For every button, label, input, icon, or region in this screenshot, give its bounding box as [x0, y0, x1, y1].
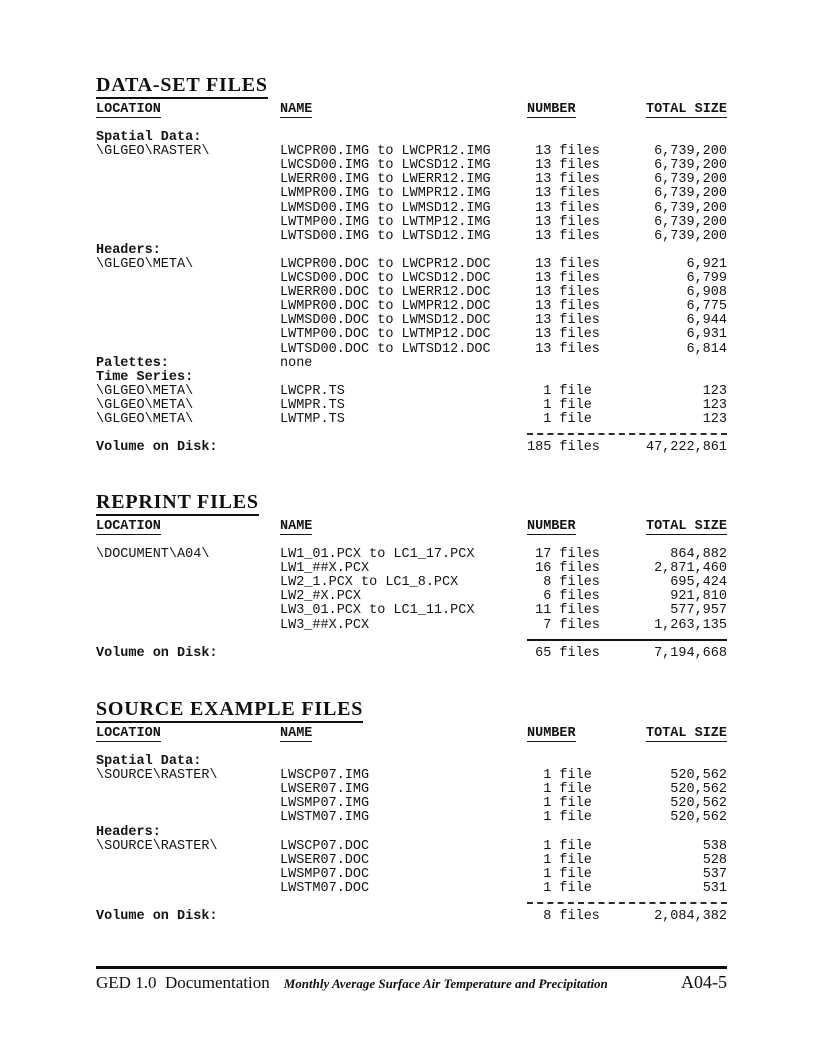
row-number: 13 files	[527, 341, 600, 357]
table-row	[96, 755, 727, 769]
table-row	[96, 314, 727, 328]
row-location: \DOCUMENT\A04\	[96, 547, 210, 563]
row-label: Spatial Data:	[96, 130, 202, 146]
column-header-name: NAME	[280, 519, 313, 534]
row-size: 6,931	[686, 327, 727, 343]
column-header-name: NAME	[280, 102, 313, 117]
table-row	[96, 619, 727, 633]
row-size: 577,957	[670, 603, 727, 619]
table-row	[96, 562, 727, 576]
row-number: 13 files	[527, 186, 600, 202]
row-number	[527, 755, 627, 769]
row-name: LW2_1.PCX to LC1_8.PCX	[280, 575, 459, 591]
row-size: 520,562	[670, 782, 727, 798]
row-location	[96, 230, 280, 244]
volume-row	[96, 910, 727, 924]
row-name: LWSMP07.DOC	[280, 866, 370, 882]
row-label: Headers:	[96, 242, 161, 258]
row-size	[627, 357, 727, 371]
row-number: 185 files	[527, 440, 600, 456]
row-size: 6,921	[686, 256, 727, 272]
row-number: 13 files	[527, 228, 600, 244]
row-size: 7,194,668	[654, 645, 727, 661]
row-name	[280, 826, 527, 840]
table-row	[96, 159, 727, 173]
row-number	[527, 244, 627, 258]
row-size: 921,810	[670, 589, 727, 605]
table-row	[96, 811, 727, 825]
table-row	[96, 371, 727, 385]
row-name: LWCSD00.IMG to LWCSD12.IMG	[280, 158, 491, 174]
section-title: DATA-SET FILES	[96, 75, 268, 99]
row-location	[96, 783, 280, 797]
row-number: 13 files	[527, 313, 600, 329]
column-header-number: NUMBER	[527, 726, 576, 741]
row-number: 65 files	[527, 645, 600, 661]
row-name: LW1_01.PCX to LC1_17.PCX	[280, 547, 475, 563]
table-row	[96, 286, 727, 300]
row-location	[96, 882, 280, 896]
row-location	[96, 619, 280, 633]
row-size	[627, 826, 727, 840]
row-location	[96, 562, 280, 576]
row-location	[96, 187, 280, 201]
row-name	[280, 755, 527, 769]
row-number	[527, 826, 627, 840]
row-size: 520,562	[670, 796, 727, 812]
totals-separator	[96, 633, 727, 647]
row-number	[527, 357, 627, 371]
row-name: LWCPR00.IMG to LWCPR12.IMG	[280, 144, 491, 160]
row-number: 13 files	[527, 158, 600, 174]
row-location	[96, 868, 280, 882]
row-name: LW3_01.PCX to LC1_11.PCX	[280, 603, 475, 619]
table-row	[96, 357, 727, 371]
table-row	[96, 783, 727, 797]
table-row	[96, 258, 727, 272]
footer-page-number: A04-5	[681, 972, 727, 992]
row-size	[627, 131, 727, 145]
section-reprint-files	[96, 492, 727, 661]
row-location: \GLGEO\META\	[96, 256, 194, 272]
row-size: 6,908	[686, 285, 727, 301]
table-row	[96, 173, 727, 187]
row-number: 1 file	[527, 866, 592, 882]
table-row	[96, 131, 727, 145]
row-size: 6,775	[686, 299, 727, 315]
table-row	[96, 343, 727, 357]
table-row	[96, 840, 727, 854]
row-name: LWSMP07.IMG	[280, 796, 370, 812]
table-row	[96, 797, 727, 811]
row-number: 13 files	[527, 327, 600, 343]
table-row	[96, 868, 727, 882]
column-header-number: NUMBER	[527, 519, 576, 534]
row-name	[280, 131, 527, 145]
row-location: \GLGEO\META\	[96, 383, 194, 399]
row-name: LWTMP00.DOC to LWTMP12.DOC	[280, 327, 491, 343]
totals-separator	[96, 896, 727, 910]
row-name: LW2_#X.PCX	[280, 589, 362, 605]
row-size: 6,944	[686, 313, 727, 329]
section-rows	[96, 548, 727, 661]
row-name: LWSER07.IMG	[280, 782, 370, 798]
row-location: \SOURCE\RASTER\	[96, 768, 218, 784]
row-size: 123	[702, 397, 727, 413]
row-size: 2,084,382	[654, 909, 727, 925]
row-name: LWSTM07.IMG	[280, 810, 370, 826]
row-label: Volume on Disk:	[96, 645, 218, 661]
row-name: LW3_##X.PCX	[280, 617, 370, 633]
row-name: LWTSD00.IMG to LWTSD12.IMG	[280, 228, 491, 244]
section-heading	[96, 75, 727, 99]
row-size: 6,739,200	[654, 228, 727, 244]
column-header-number: NUMBER	[527, 102, 576, 117]
row-location	[96, 604, 280, 618]
row-number: 8 files	[527, 909, 600, 925]
row-name: LWMPR00.IMG to LWMPR12.IMG	[280, 186, 491, 202]
row-size: 537	[702, 866, 727, 882]
row-number: 13 files	[527, 299, 600, 315]
row-number: 1 file	[527, 782, 592, 798]
row-name	[280, 647, 527, 661]
row-name: LW1_##X.PCX	[280, 561, 370, 577]
row-number: 13 files	[527, 271, 600, 287]
row-number: 1 file	[527, 880, 592, 896]
row-number: 1 file	[527, 411, 592, 427]
column-header-row	[96, 103, 727, 117]
row-size: 123	[702, 411, 727, 427]
row-name: LWERR00.IMG to LWERR12.IMG	[280, 172, 491, 188]
row-size	[627, 371, 727, 385]
table-row	[96, 590, 727, 604]
row-location	[96, 343, 280, 357]
row-size: 695,424	[670, 575, 727, 591]
table-row	[96, 854, 727, 868]
row-size: 2,871,460	[654, 561, 727, 577]
row-size: 528	[702, 852, 727, 868]
table-row	[96, 187, 727, 201]
row-number: 1 file	[527, 397, 592, 413]
page-footer	[96, 966, 727, 993]
row-label: Time Series:	[96, 369, 194, 385]
row-number: 13 files	[527, 214, 600, 230]
row-name: LWCPR.TS	[280, 383, 345, 399]
table-row	[96, 272, 727, 286]
row-size: 6,814	[686, 341, 727, 357]
section-source-example-files	[96, 699, 727, 924]
row-location	[96, 854, 280, 868]
row-size: 520,562	[670, 768, 727, 784]
column-header-location: LOCATION	[96, 726, 161, 741]
row-number: 1 file	[527, 838, 592, 854]
totals-separator-line	[527, 902, 727, 904]
table-row	[96, 604, 727, 618]
section-heading	[96, 699, 727, 723]
row-name: LWCSD00.DOC to LWCSD12.DOC	[280, 271, 491, 287]
row-name: LWMPR.TS	[280, 397, 345, 413]
footer-doc-title: Monthly Average Surface Air Temperature and Precipitation	[283, 976, 608, 991]
row-number	[527, 371, 627, 385]
row-location	[96, 590, 280, 604]
row-location	[96, 314, 280, 328]
row-number: 1 file	[527, 383, 592, 399]
table-row	[96, 882, 727, 896]
table-row	[96, 244, 727, 258]
column-header-name: NAME	[280, 726, 313, 741]
row-label: Volume on Disk:	[96, 440, 218, 456]
row-size: 520,562	[670, 810, 727, 826]
row-name	[280, 441, 527, 455]
row-location	[96, 202, 280, 216]
section-heading	[96, 492, 727, 516]
totals-separator-line	[527, 639, 727, 641]
row-size: 6,739,200	[654, 214, 727, 230]
row-location	[96, 286, 280, 300]
row-number: 1 file	[527, 852, 592, 868]
row-size: 1,263,135	[654, 617, 727, 633]
row-number: 6 files	[527, 589, 600, 605]
table-row	[96, 576, 727, 590]
footer-product: GED 1.0 Documentation	[96, 973, 270, 992]
row-size: 531	[702, 880, 727, 896]
table-row	[96, 399, 727, 413]
row-name: LWSTM07.DOC	[280, 880, 370, 896]
column-header-total-size: TOTAL SIZE	[645, 519, 727, 534]
row-location	[96, 216, 280, 230]
row-name: LWTSD00.DOC to LWTSD12.DOC	[280, 341, 491, 357]
row-size: 864,882	[670, 547, 727, 563]
row-location	[96, 300, 280, 314]
row-size: 123	[702, 383, 727, 399]
row-size: 6,739,200	[654, 172, 727, 188]
table-row	[96, 385, 727, 399]
row-number	[527, 131, 627, 145]
column-header-row	[96, 520, 727, 534]
section-title: REPRINT FILES	[96, 492, 259, 516]
row-number: 1 file	[527, 796, 592, 812]
row-label: Spatial Data:	[96, 754, 202, 770]
row-name	[280, 244, 527, 258]
row-number: 11 files	[527, 603, 600, 619]
table-row	[96, 328, 727, 342]
row-number: 16 files	[527, 561, 600, 577]
column-header-location: LOCATION	[96, 519, 161, 534]
row-label: Palettes:	[96, 355, 169, 371]
row-location	[96, 797, 280, 811]
totals-separator	[96, 427, 727, 441]
row-location	[96, 576, 280, 590]
table-row	[96, 300, 727, 314]
row-location: \SOURCE\RASTER\	[96, 838, 218, 854]
table-row	[96, 145, 727, 159]
section-data-set-files	[96, 75, 727, 455]
volume-row	[96, 647, 727, 661]
table-row	[96, 202, 727, 216]
column-header-location: LOCATION	[96, 102, 161, 117]
row-number: 13 files	[527, 256, 600, 272]
row-location	[96, 272, 280, 286]
row-location	[96, 811, 280, 825]
column-header-row	[96, 727, 727, 741]
row-name: LWCPR00.DOC to LWCPR12.DOC	[280, 256, 491, 272]
row-number: 13 files	[527, 172, 600, 188]
row-number: 1 file	[527, 768, 592, 784]
table-row	[96, 826, 727, 840]
row-size: 538	[702, 838, 727, 854]
row-size	[627, 755, 727, 769]
row-name: LWERR00.DOC to LWERR12.DOC	[280, 285, 491, 301]
section-rows	[96, 755, 727, 924]
row-size: 6,739,200	[654, 158, 727, 174]
column-header-total-size: TOTAL SIZE	[645, 726, 727, 741]
table-row	[96, 216, 727, 230]
section-rows	[96, 131, 727, 455]
row-number: 13 files	[527, 200, 600, 216]
section-title: SOURCE EXAMPLE FILES	[96, 699, 363, 723]
row-label: Volume on Disk:	[96, 909, 218, 925]
row-number: 7 files	[527, 617, 600, 633]
row-size	[627, 244, 727, 258]
table-row	[96, 548, 727, 562]
row-label: Headers:	[96, 824, 161, 840]
volume-row	[96, 441, 727, 455]
row-number: 8 files	[527, 575, 600, 591]
row-size: 6,739,200	[654, 186, 727, 202]
table-row	[96, 769, 727, 783]
row-name: LWSCP07.DOC	[280, 838, 370, 854]
row-size: 6,739,200	[654, 200, 727, 216]
row-name: LWMSD00.DOC to LWMSD12.DOC	[280, 313, 491, 329]
row-size: 6,799	[686, 271, 727, 287]
row-location: \GLGEO\META\	[96, 411, 194, 427]
row-name	[280, 910, 527, 924]
row-name: LWMSD00.IMG to LWMSD12.IMG	[280, 200, 491, 216]
row-name: LWTMP.TS	[280, 411, 345, 427]
row-size: 6,739,200	[654, 144, 727, 160]
row-name	[280, 371, 527, 385]
row-location	[96, 173, 280, 187]
row-number: 13 files	[527, 144, 600, 160]
table-row	[96, 230, 727, 244]
row-number: 13 files	[527, 285, 600, 301]
row-location: \GLGEO\RASTER\	[96, 144, 210, 160]
row-location	[96, 159, 280, 173]
row-name: LWTMP00.IMG to LWTMP12.IMG	[280, 214, 491, 230]
row-name: LWSER07.DOC	[280, 852, 370, 868]
row-name: LWSCP07.IMG	[280, 768, 370, 784]
row-name: none	[280, 355, 313, 371]
row-number: 17 files	[527, 547, 600, 563]
table-row	[96, 413, 727, 427]
row-location	[96, 328, 280, 342]
row-name: LWMPR00.DOC to LWMPR12.DOC	[280, 299, 491, 315]
row-location: \GLGEO\META\	[96, 397, 194, 413]
column-header-total-size: TOTAL SIZE	[645, 102, 727, 117]
row-size: 47,222,861	[645, 440, 727, 456]
totals-separator-line	[527, 433, 727, 435]
row-number: 1 file	[527, 810, 592, 826]
